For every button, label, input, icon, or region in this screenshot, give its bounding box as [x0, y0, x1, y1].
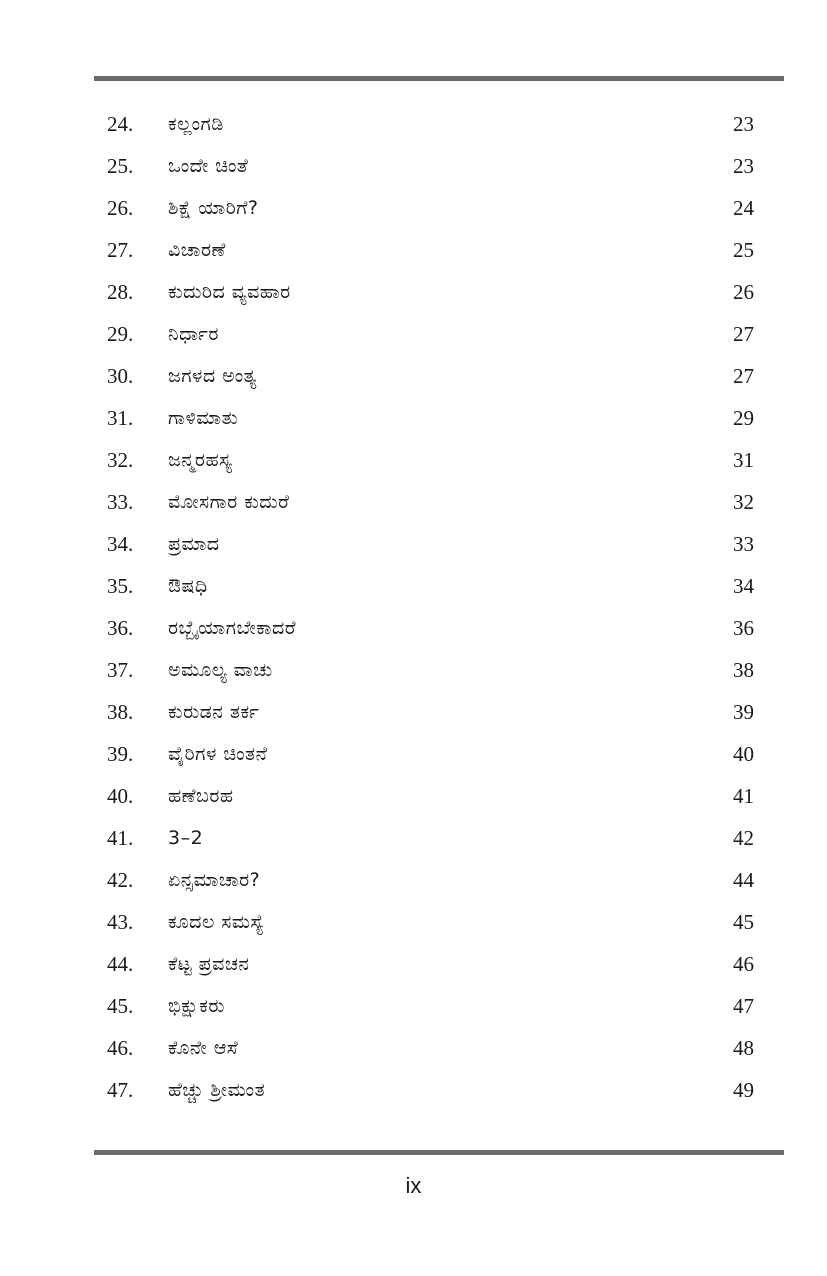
- toc-entry-number: 25.: [107, 154, 134, 178]
- toc-entry-title: 3–2: [168, 827, 204, 849]
- toc-entry-title: ಮೋಸಗಾರ ಕುದುರೆ: [168, 491, 290, 513]
- toc-entry: [0, 439, 827, 481]
- toc-entry-number: 44.: [107, 952, 134, 976]
- toc-entry-number: 31.: [107, 406, 134, 430]
- toc-entry-page: 26: [733, 280, 754, 304]
- toc-entry: [0, 733, 827, 775]
- toc-entry-page: 29: [733, 406, 754, 430]
- toc-entry: [0, 523, 827, 565]
- toc-entry-page: 48: [733, 1036, 754, 1060]
- toc-entry-page: 27: [733, 364, 754, 388]
- toc-entry-number: 33.: [107, 490, 134, 514]
- toc-entry-title: ಕುದುರಿದ ವ್ಯವಹಾರ: [168, 281, 291, 303]
- toc-entry-number: 32.: [107, 448, 134, 472]
- toc-entry-page: 24: [733, 196, 754, 220]
- toc-entry: [0, 103, 827, 145]
- toc-entry-number: 28.: [107, 280, 134, 304]
- toc-entry-title: ನಿರ್ಧಾರ: [168, 323, 219, 345]
- toc-entry-number: 27.: [107, 238, 134, 262]
- toc-entry-page: 25: [733, 238, 754, 262]
- toc-entry-title: ಒಂದೇ ಚಿಂತೆ: [168, 155, 249, 177]
- toc-entry-page: 33: [733, 532, 754, 556]
- toc-entry: [0, 649, 827, 691]
- toc-entry-title: ವೈರಿಗಳ ಚಿಂತನೆ: [168, 743, 268, 765]
- bottom-rule: [94, 1150, 784, 1155]
- toc-entry-title: ಕಲ್ಲಂಗಡಿ: [168, 113, 224, 135]
- toc-entry-number: 26.: [107, 196, 134, 220]
- toc-entry-page: 49: [733, 1078, 754, 1102]
- toc-entry-number: 47.: [107, 1078, 134, 1102]
- toc-entry-page: 44: [733, 868, 754, 892]
- toc-entry-number: 41.: [107, 826, 134, 850]
- toc-entry: [0, 187, 827, 229]
- toc-entry-title: ಪ್ರಮಾದ: [168, 533, 220, 555]
- toc-entry-title: ರಬ್ಬೈಯಾಗಬೇಕಾದರೆ: [168, 617, 297, 639]
- toc-entry: [0, 313, 827, 355]
- toc-entry: [0, 229, 827, 271]
- toc-entry: [0, 481, 827, 523]
- toc-entry-number: 24.: [107, 112, 134, 136]
- toc-entry-number: 38.: [107, 700, 134, 724]
- toc-entry-page: 31: [733, 448, 754, 472]
- toc-entry-title: ಹೆಚ್ಚು ಶ್ರೀಮಂತ: [168, 1079, 266, 1101]
- toc-entry-page: 32: [733, 490, 754, 514]
- toc-entry-page: 47: [733, 994, 754, 1018]
- page-number: ix: [405, 1173, 422, 1198]
- toc-entry: [0, 145, 827, 187]
- toc-entry: [0, 985, 827, 1027]
- toc-entry-number: 34.: [107, 532, 134, 556]
- toc-entry-number: 37.: [107, 658, 134, 682]
- toc-entry-number: 43.: [107, 910, 134, 934]
- toc-entry: [0, 943, 827, 985]
- toc-entry: [0, 901, 827, 943]
- toc-entry: [0, 775, 827, 817]
- toc-entry-page: 40: [733, 742, 754, 766]
- toc-entry-page: 27: [733, 322, 754, 346]
- toc-entry-title: ಶಿಕ್ಷೆ ಯಾರಿಗೆ?: [168, 197, 259, 219]
- toc-entry-title: ಹಣೆಬರಹ: [168, 785, 234, 807]
- toc-entry-page: 46: [733, 952, 754, 976]
- toc-entry-number: 36.: [107, 616, 134, 640]
- toc-entry-title: ಏನ್ಸಮಾಚಾರ?: [168, 869, 261, 891]
- toc-entry-page: 38: [733, 658, 754, 682]
- toc-entry: [0, 355, 827, 397]
- toc-entry-number: 40.: [107, 784, 134, 808]
- toc-entry: [0, 817, 827, 859]
- toc-entry: [0, 565, 827, 607]
- toc-entry-title: ಜನ್ಮರಹಸ್ಯ: [168, 449, 233, 471]
- toc-entry-title: ವಿಚಾರಣೆ: [168, 239, 226, 261]
- toc-entry-title: ಭಿಕ್ಷುಕರು: [168, 995, 225, 1017]
- toc-entry-page: 23: [733, 154, 754, 178]
- toc-entry-page: 41: [733, 784, 754, 808]
- toc-entry-page: 39: [733, 700, 754, 724]
- toc-entry-title: ಕೊನೇ ಆಸೆ: [168, 1037, 239, 1059]
- table-of-contents: [0, 103, 827, 1111]
- toc-entry: [0, 859, 827, 901]
- toc-entry: [0, 1069, 827, 1111]
- toc-entry-number: 46.: [107, 1036, 134, 1060]
- toc-entry-number: 45.: [107, 994, 134, 1018]
- toc-entry-number: 42.: [107, 868, 134, 892]
- toc-entry-title: ಔಷಧಿ: [168, 575, 208, 597]
- top-rule: [94, 76, 784, 81]
- toc-entry-title: ಕುರುಡನ ತರ್ಕ: [168, 701, 260, 723]
- toc-entry-title: ಕೆಟ್ಟ ಪ್ರವಚನ: [168, 953, 250, 975]
- toc-entry-page: 36: [733, 616, 754, 640]
- toc-entry-page: 45: [733, 910, 754, 934]
- toc-entry-title: ಅಮೂಲ್ಯ ವಾಚು: [168, 659, 273, 681]
- toc-entry: [0, 397, 827, 439]
- toc-entry-number: 35.: [107, 574, 134, 598]
- toc-entry: [0, 271, 827, 313]
- toc-entry-title: ಕೂದಲ ಸಮಸ್ಯೆ: [168, 911, 265, 933]
- toc-entry: [0, 691, 827, 733]
- toc-entry-number: 29.: [107, 322, 134, 346]
- toc-entry-page: 23: [733, 112, 754, 136]
- toc-entry-title: ಗಾಳಿಮಾತು: [168, 407, 239, 429]
- toc-entry: [0, 607, 827, 649]
- toc-entry-page: 34: [733, 574, 754, 598]
- toc-entry-number: 30.: [107, 364, 134, 388]
- toc-entry: [0, 1027, 827, 1069]
- toc-entry-page: 42: [733, 826, 754, 850]
- toc-entry-number: 39.: [107, 742, 134, 766]
- toc-entry-title: ಜಗಳದ ಅಂತ್ಯ: [168, 365, 257, 387]
